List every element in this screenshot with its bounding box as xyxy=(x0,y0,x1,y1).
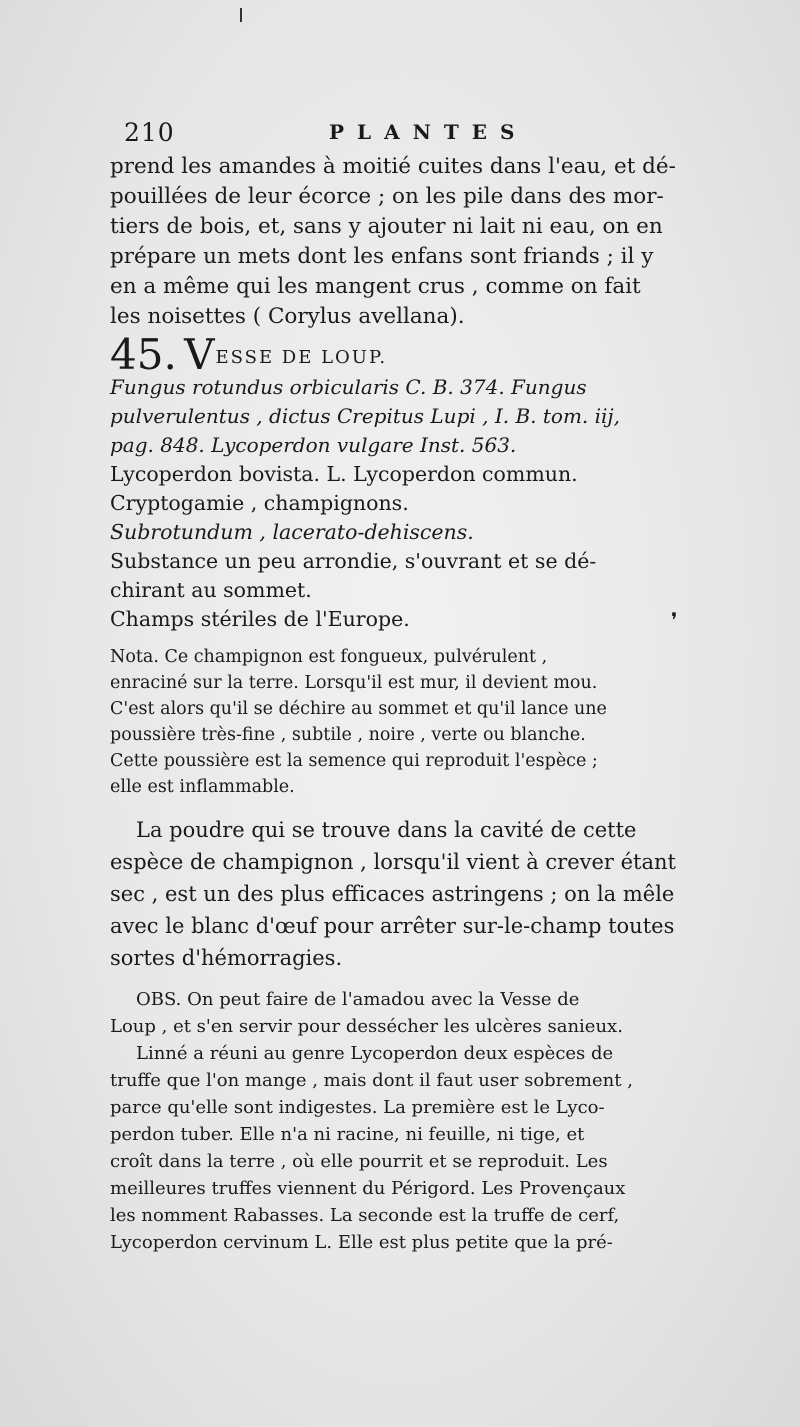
text-line: avec le blanc d'œuf pour arrêter sur-le-champ toutes xyxy=(110,914,675,938)
linne-paragraph xyxy=(110,1040,755,1256)
character: Subrotundum , lacerato-dehiscens. xyxy=(110,520,474,544)
text-line: Nota. Ce champignon est fongueux, pulvérulent , xyxy=(110,647,548,667)
intro-paragraph xyxy=(110,152,755,332)
text-line: enraciné sur la terre. Lorsqu'il est mur, il devient mou. xyxy=(110,673,598,693)
text-line: pulverulentus , dictus Crepitus Lupi , I. B. tom. iij, xyxy=(110,404,620,428)
text-line: chirant au sommet. xyxy=(110,578,312,602)
text-line: espèce de champignon , lorsqu'il vient à crever étant xyxy=(110,850,676,874)
text-line: Lycoperdon cervinum L. Elle est plus petite que la pré- xyxy=(110,1232,613,1253)
text-line: les nomment Rabasses. La seconde est la truffe de cerf, xyxy=(110,1205,620,1226)
entry-heading xyxy=(110,330,755,379)
ink-mark: ❜ xyxy=(671,608,678,632)
observation-paragraph xyxy=(110,986,755,1040)
text-line: prépare un mets dont les enfans sont friands ; il y xyxy=(110,244,654,269)
text-line: tiers de bois, et, sans y ajouter ni lait ni eau, on en xyxy=(110,214,663,239)
linnaean-name: Lycoperdon bovista. L. Lycoperdon commun. xyxy=(110,462,578,486)
edge-mark xyxy=(240,8,242,22)
text-line: pouillées de leur écorce ; on les pile dans des mor- xyxy=(110,184,664,209)
text-line: sortes d'hémorragies. xyxy=(110,946,343,970)
text-line: les noisettes ( Corylus avellana). xyxy=(110,304,465,329)
text-line: elle est inflammable. xyxy=(110,777,295,797)
text-line: poussière très-fine , subtile , noire , verte ou blanche. xyxy=(110,725,586,745)
text-line: sec , est un des plus efficaces astringens ; on la mêle xyxy=(110,882,675,906)
text-line: Linné a réuni au genre Lycoperdon deux espèces de xyxy=(136,1043,614,1064)
text-line: La poudre qui se trouve dans la cavité de cette xyxy=(136,818,637,842)
text-line: Fungus rotundus orbicularis C. B. 374. Fungus xyxy=(110,375,587,399)
text-line: truffe que l'on mange , mais dont il faut user sobrement , xyxy=(110,1070,633,1091)
classification: Cryptogamie , champignons. xyxy=(110,491,409,515)
text-line: parce qu'elle sont indigestes. La première est le Lyco- xyxy=(110,1097,605,1118)
text-line: C'est alors qu'il se déchire au sommet et qu'il lance une xyxy=(110,699,607,719)
text-line: Substance un peu arrondie, s'ouvrant et se dé- xyxy=(110,549,597,573)
entry-number: 45. xyxy=(110,330,177,379)
text-line: Loup , et s'en servir pour dessécher les ulcères sanieux. xyxy=(110,1016,623,1037)
text-line: meilleures truffes viennent du Périgord. Les Provençaux xyxy=(110,1178,626,1199)
text-line: croît dans la terre , où elle pourrit et se reproduit. Les xyxy=(110,1151,608,1172)
substance xyxy=(110,547,755,605)
usage-paragraph xyxy=(110,814,755,974)
text-line: prend les amandes à moitié cuites dans l'eau, et dé- xyxy=(110,154,676,179)
page-header xyxy=(124,110,544,150)
text-line: perdon tuber. Elle n'a ni racine, ni feuille, ni tige, et xyxy=(110,1124,585,1145)
text-line: OBS. On peut faire de l'amadou avec la Vesse de xyxy=(136,989,580,1010)
habitat: Champs stériles de l'Europe. xyxy=(110,607,410,631)
text-line: pag. 848. Lycoperdon vulgare Inst. 563. xyxy=(110,433,517,457)
entry-title: ESSE DE LOUP. xyxy=(215,347,388,368)
nota-paragraph xyxy=(110,644,755,800)
page-number: 210 xyxy=(124,118,175,147)
text-line: Cette poussière est la semence qui reproduit l'espèce ; xyxy=(110,751,598,771)
text-line: en a même qui les mangent crus , comme on fait xyxy=(110,274,641,299)
running-title: PLANTES xyxy=(329,120,528,144)
synonyms xyxy=(110,373,755,460)
page-body xyxy=(110,152,755,1256)
entry-title-initial: V xyxy=(184,330,216,379)
